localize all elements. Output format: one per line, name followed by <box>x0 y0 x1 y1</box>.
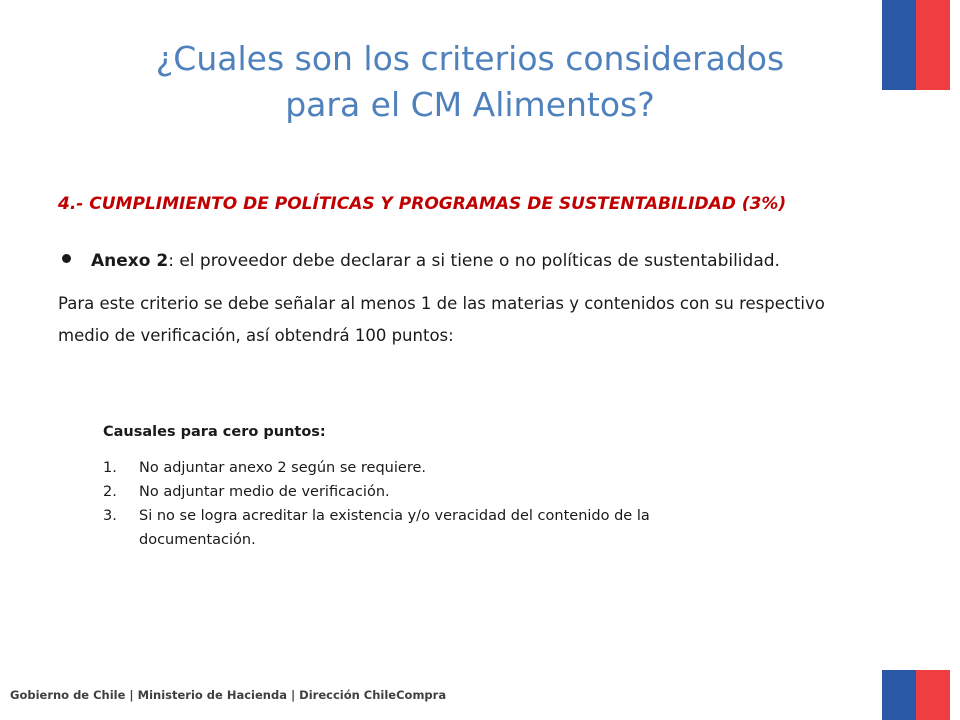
bullet-dot-icon <box>62 254 71 263</box>
bullet-text: : el proveedor debe declarar a si tiene o no políticas de sustentabilidad. <box>168 251 780 271</box>
causales-block <box>103 424 723 552</box>
flag-red-stripe <box>916 0 950 90</box>
bullet-lead: Anexo 2 <box>91 251 169 271</box>
slide-title-line2: para el CM Alimentos? <box>285 85 655 124</box>
list-item <box>103 480 723 504</box>
flag-bottom-decoration <box>882 670 950 720</box>
list-item <box>103 456 723 480</box>
slide-title-line1: ¿Cuales son los criterios considerados <box>155 39 785 78</box>
flag-top-decoration <box>882 0 950 90</box>
slide-title <box>70 36 870 128</box>
list-item-text: No adjuntar medio de verificación. <box>139 484 390 500</box>
flag-blue-stripe <box>882 0 916 90</box>
flag-red-stripe <box>916 670 950 720</box>
footer-text: Gobierno de Chile | Ministerio de Hacienda | Dirección ChileCompra <box>10 688 447 702</box>
list-item-number: 2. <box>103 484 117 500</box>
list-item-number: 3. <box>103 508 117 524</box>
causales-title: Causales para cero puntos: <box>103 424 326 440</box>
section-heading: 4.- CUMPLIMIENTO DE POLÍTICAS Y PROGRAMAS DE SUSTENTABILIDAD (3%) <box>58 194 787 214</box>
criteria-paragraph: Para este criterio se debe señalar al menos 1 de las materias y contenidos con su respectivo medio de verificación, así obtendrá 100 puntos: <box>58 294 825 345</box>
bullet-item <box>62 251 780 271</box>
list-item <box>103 504 723 552</box>
flag-blue-stripe <box>882 670 916 720</box>
list-item-text: No adjuntar anexo 2 según se requiere. <box>139 460 426 476</box>
causales-list <box>103 456 723 552</box>
list-item-text: Si no se logra acreditar la existencia y/o veracidad del contenido de la documentación. <box>139 508 650 548</box>
list-item-number: 1. <box>103 460 117 476</box>
